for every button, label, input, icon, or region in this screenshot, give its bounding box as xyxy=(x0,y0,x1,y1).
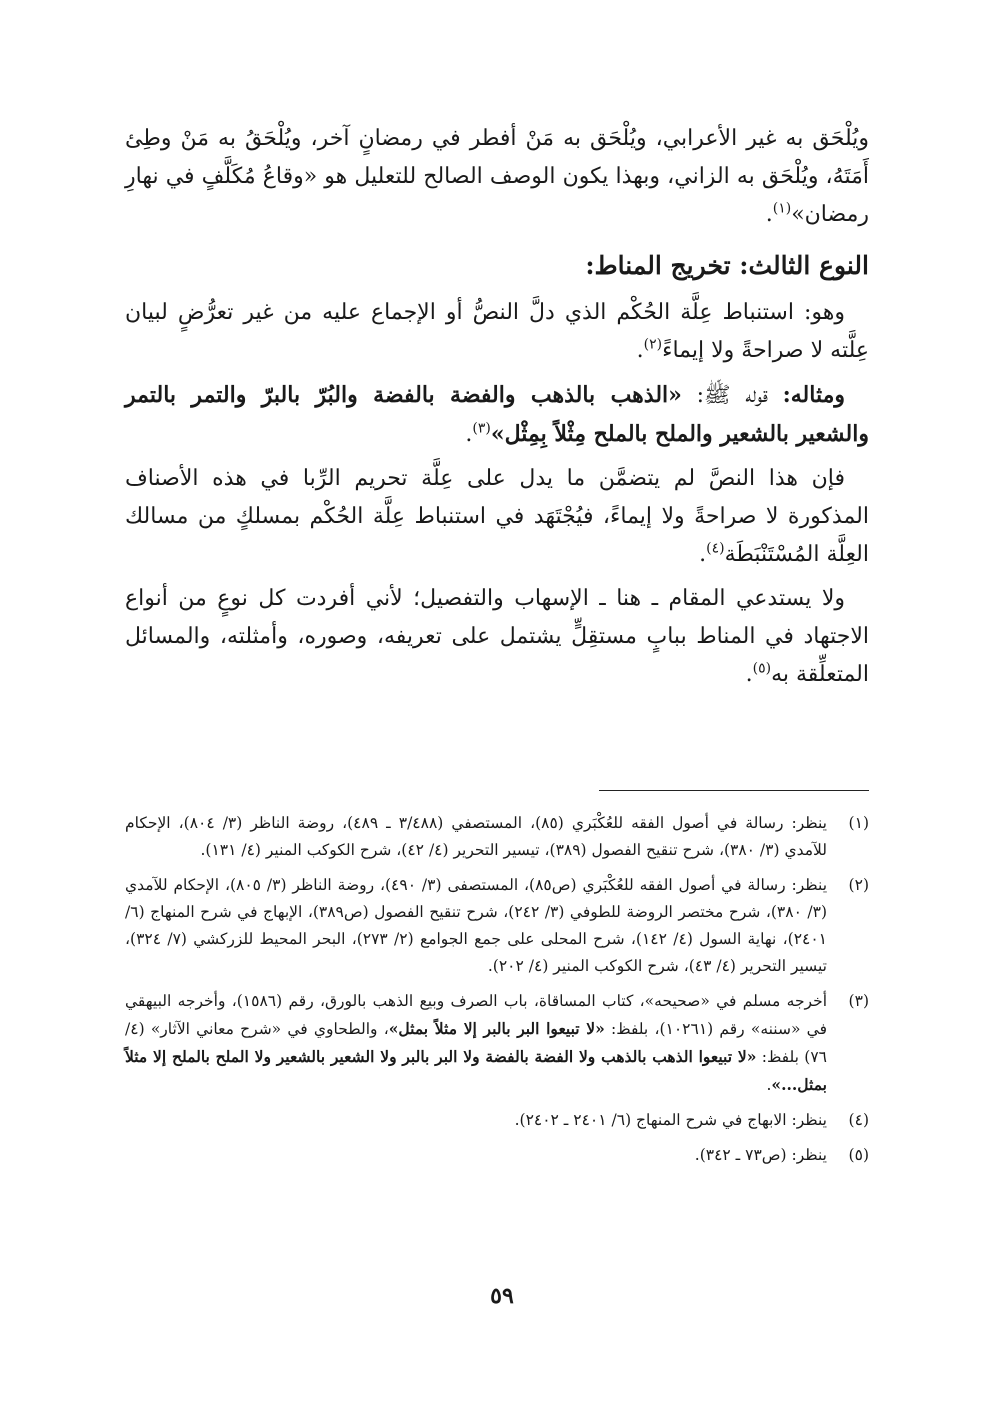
footnote-2 xyxy=(125,872,869,980)
main-text xyxy=(125,120,869,700)
paragraph-5 xyxy=(125,580,869,694)
section-heading-label: النوع الثالث: تخريج المناط xyxy=(594,251,869,280)
footnote-ref-1[interactable]: (١) xyxy=(772,200,792,217)
footnote-1 xyxy=(125,810,869,864)
footnote-text: ينظر: رسالة في أصول الفقه للعُكْبَري (ص٨٥)، المستصفى (٣/ ٤٩٠)، روضة الناظر (٣/ ٨٠٥)، الإحكام للآمدي (٣/ ٣٨٠)، شرح مختصر الروضة للطوفي (٣/ ٢٤٢)، شرح تنقيح الفصول (ص٣٨٩)، الإبهاج في شرح المنهاج (٦/ ٢٤٠١)، نهاية السول (٤/ ١٤٢)، شرح المحلى على جمع الجوامع (٢/ ٢٧٣)، البحر المحيط للزركشي (٧/ ٣٢٤)، تيسير التحرير (٤/ ٤٣)، شرح الكوكب المنير (٤/ ٢٠٢). xyxy=(125,876,828,975)
section-heading xyxy=(125,246,869,286)
section-heading-colon: : xyxy=(585,251,595,280)
footnote-number: (٢) xyxy=(848,876,869,894)
footnote-text xyxy=(125,988,827,1099)
footnote-ref-5[interactable]: (٥) xyxy=(752,660,772,677)
footnotes xyxy=(125,810,869,1177)
hadith-quote: «الذهب بالذهب والفضة بالفضة والبُرّ بالبرّ والتمر بالتمر والشعير بالشعير والملح بالملح مِثْلاً بِمِثْل» xyxy=(125,382,869,447)
paragraph-3-end: . xyxy=(465,422,473,447)
page-number: ٥٩ xyxy=(490,1283,514,1309)
footnote-3-quote-1: «لا تبيعوا البر بالبر إلا مثلاً بمثل» xyxy=(388,1019,605,1038)
footnote-4 xyxy=(125,1107,869,1134)
footnote-3-end: . xyxy=(766,1076,772,1094)
footnote-3-quote-2: «لا تبيعوا الذهب بالذهب ولا الفضة بالفضة ولا البر بالبر ولا الشعير بالشعير ولا الملح بالملح إلا مثلاً بمثل...» xyxy=(125,1047,827,1094)
paragraph-4-text: فإن هذا النصَّ لم يتضمَّن ما يدل على عِلَّة تحريم الرِّبا في هذه الأصناف المذكورة لا صراحةً ولا إيماءً، فيُجْتَهَد في استنباط عِلَّة الحُكْم بمسلكٍ من مسالك العِلَّة المُسْتَنْبَطَة xyxy=(125,466,869,567)
footnote-text: ينظر: رسالة في أصول الفقه للعُكْبَري (٨٥)، المستصفي (٣/٤٨٨ ـ ٤٨٩)، روضة الناظر (٣/ ٨٠٤)، الإحكام للآمدي (٣/ ٣٨٠)، شرح تنقيح الفصول (٣٨٩)، تيسير التحرير (٤/ ٤٢)، شرح الكوكب المنير (٤/ ١٣١). xyxy=(125,814,827,859)
paragraph-2-end: . xyxy=(636,338,644,363)
footnote-number: (٣) xyxy=(848,992,869,1010)
paragraph-2-text: وهو: استنباط عِلَّة الحُكْم الذي دلَّ النصُّ أو الإجماع عليه من غير تعرُّضٍ لبيان عِلَّته لا صراحةً ولا إيماءً xyxy=(125,300,869,363)
footnote-number: (١) xyxy=(848,814,869,832)
paragraph-2 xyxy=(125,294,869,370)
example-label: ومثاله: xyxy=(782,382,846,408)
paragraph-3 xyxy=(125,376,869,454)
footnote-text: ينظر: (ص٧٣ ـ ٣٤٢). xyxy=(694,1146,827,1164)
footnote-separator xyxy=(599,790,869,791)
footnote-5 xyxy=(125,1142,869,1169)
paragraph-1-end: . xyxy=(765,202,773,227)
paragraph-1-text: ويُلْحَق به غير الأعرابي، ويُلْحَق به مَنْ أفطر في رمضانٍ آخر، ويُلْحَقُ به مَنْ وطِئ أَمَتَهُ، ويُلْحَق به الزاني، وبهذا يكون الوصف الصالح للتعليل هو «وقاعُ مُكَلَّفٍ في نهارِ رمضان» xyxy=(125,126,869,227)
footnote-3-part-c: ، والطحاوي في «شرح معاني الآثار» (٤/ ٧٦) بلفظ: xyxy=(125,1020,828,1066)
footnote-number: (٤) xyxy=(848,1111,869,1129)
paragraph-4-end: . xyxy=(699,542,707,567)
paragraph-5-end: . xyxy=(745,662,753,687)
paragraph-3-intro: قوله ﷺ: xyxy=(681,383,783,408)
footnote-number: (٥) xyxy=(848,1146,869,1164)
paragraph-5-text: ولا يستدعي المقام ـ هنا ـ الإسهاب والتفصيل؛ لأني أفردت كل نوعٍ من أنواع الاجتهاد في المناط ببابٍ مستقِلٍّ يشتمل على تعريفه، وصوره، وأمثلته، والمسائل المتعلِّقة به xyxy=(125,586,869,687)
footnote-ref-2[interactable]: (٢) xyxy=(643,336,663,353)
footnote-3-part-a: أخرجه مسلم في «صحيحه»، كتاب المساقاة، باب الصرف وبيع الذهب بالورق، رقم (١٥٨٦)، وأخرجه البيهقي في «سننه» رقم (١٠٢٦١)، بلفظ: xyxy=(125,992,827,1038)
footnote-ref-3[interactable]: (٣) xyxy=(472,420,491,437)
footnote-ref-4[interactable]: (٤) xyxy=(706,540,725,557)
footnote-text: ينظر: الابهاج في شرح المنهاج (٦/ ٢٤٠١ ـ ٢٤٠٢). xyxy=(514,1111,827,1129)
paragraph-4 xyxy=(125,460,869,574)
paragraph-1 xyxy=(125,120,869,234)
footnote-3 xyxy=(125,988,869,1099)
